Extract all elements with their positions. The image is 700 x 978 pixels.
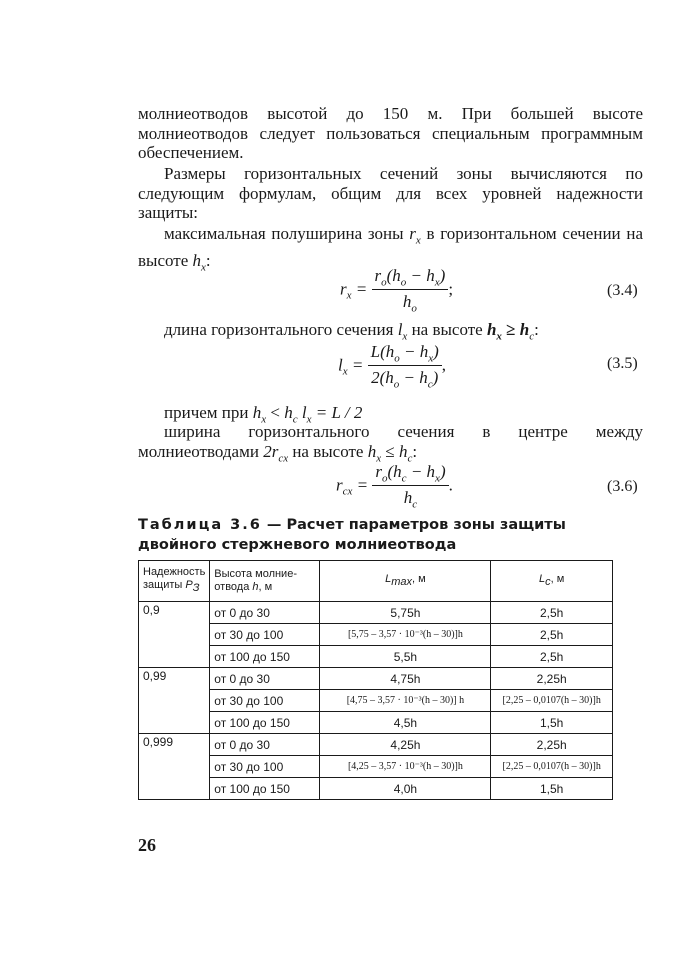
lmax-cell: [5,75 – 3,57 · 10⁻³(h – 30)]h [320,624,491,646]
lmax-cell: [4,25 – 3,57 · 10⁻³(h – 30)]h [320,756,491,778]
lc-cell: 1,5h [491,778,613,800]
table-row [139,712,613,734]
table-row [139,646,613,668]
lc-cell: [2,25 – 0,0107(h – 30)]h [491,690,613,712]
height-cell: от 30 до 100 [210,624,320,646]
lc-cell: [2,25 – 0,0107(h – 30)]h [491,756,613,778]
table-row [139,734,613,756]
reliability-cell: 0,999 [139,734,210,800]
table-row [139,690,613,712]
lmax-cell: 4,75h [320,668,491,690]
lmax-cell: 5,75h [320,602,491,624]
equation-number-3-5: (3.5) [607,355,638,372]
table-row [139,602,613,624]
formula-3-4: $r_x$ = $\frac{r_o(h_o - h_x)}{h_o}$ ; [340,266,454,315]
height-cell: от 0 до 30 [210,668,320,690]
formula-3-5: $l_x$ = $\frac{L(h_o - h_x)}{2(h_o - h_c)}$ , [338,342,447,391]
page-number: 26 [138,835,156,855]
table-row [139,624,613,646]
header-lmax: $L_{max}$, м [320,561,491,602]
paragraph-condition-note: причем при $h_x < h_c$ $l_x = L / 2$ [164,403,363,426]
header-reliability: Надежность защиты $P_З$ [139,561,210,602]
lc-cell: 2,5h [491,602,613,624]
paragraph-formulas-intro: Размеры горизонтальных сечений зоны вычисляются по следующим формулам, общим для всех уровней надежности защиты: [138,164,643,222]
paragraph-max-halfwidth: максимальная полуширина зоны $r_x$ в горизонтальном сечении на высоте $h_x$: [138,224,643,274]
lc-cell: 1,5h [491,712,613,734]
paragraph-section-length: длина горизонтального сечения $l_x$ на высоте $h_x \ge h_c$: [164,320,539,343]
height-cell: от 100 до 150 [210,712,320,734]
height-cell: от 100 до 150 [210,646,320,668]
paragraph-continuation: молниеотводов высотой до 150 м. При большей высоте молниеотводов следует пользоваться специальным программным обеспечением. [138,104,643,162]
lmax-cell: 4,25h [320,734,491,756]
lmax-cell: 4,5h [320,712,491,734]
lc-cell: 2,5h [491,624,613,646]
lmax-cell: [4,75 – 3,57 · 10⁻³(h – 30)] h [320,690,491,712]
height-cell: от 30 до 100 [210,690,320,712]
lmax-cell: 4,0h [320,778,491,800]
formula-3-6: $r_{cx}$ = $\frac{r_o(h_c - h_x)}{h_c}$ . [336,462,453,511]
height-cell: от 0 до 30 [210,734,320,756]
table-header-row [139,561,613,602]
height-cell: от 100 до 150 [210,778,320,800]
lc-cell: 2,25h [491,668,613,690]
lmax-cell: 5,5h [320,646,491,668]
equation-number-3-4: (3.4) [607,282,638,299]
table-row [139,668,613,690]
height-cell: от 30 до 100 [210,756,320,778]
reliability-cell: 0,9 [139,602,210,668]
height-cell: от 0 до 30 [210,602,320,624]
header-height: Высота молние- отвода h, м [210,561,320,602]
header-lc: $L_c$, м [491,561,613,602]
equation-number-3-6: (3.6) [607,478,638,495]
table-row [139,778,613,800]
lc-cell: 2,25h [491,734,613,756]
table-caption: Таблица 3.6 — Расчет параметров зоны защиты двойного стержневого молниеотвода [138,517,566,553]
table-row [139,756,613,778]
paragraph-center-width: ширина горизонтального сечения в центре между молниеотводами $2r_{cx}$ на высоте $h_x \le h_c$: [138,422,643,464]
parameters-table [138,560,613,800]
reliability-cell: 0,99 [139,668,210,734]
lc-cell: 2,5h [491,646,613,668]
